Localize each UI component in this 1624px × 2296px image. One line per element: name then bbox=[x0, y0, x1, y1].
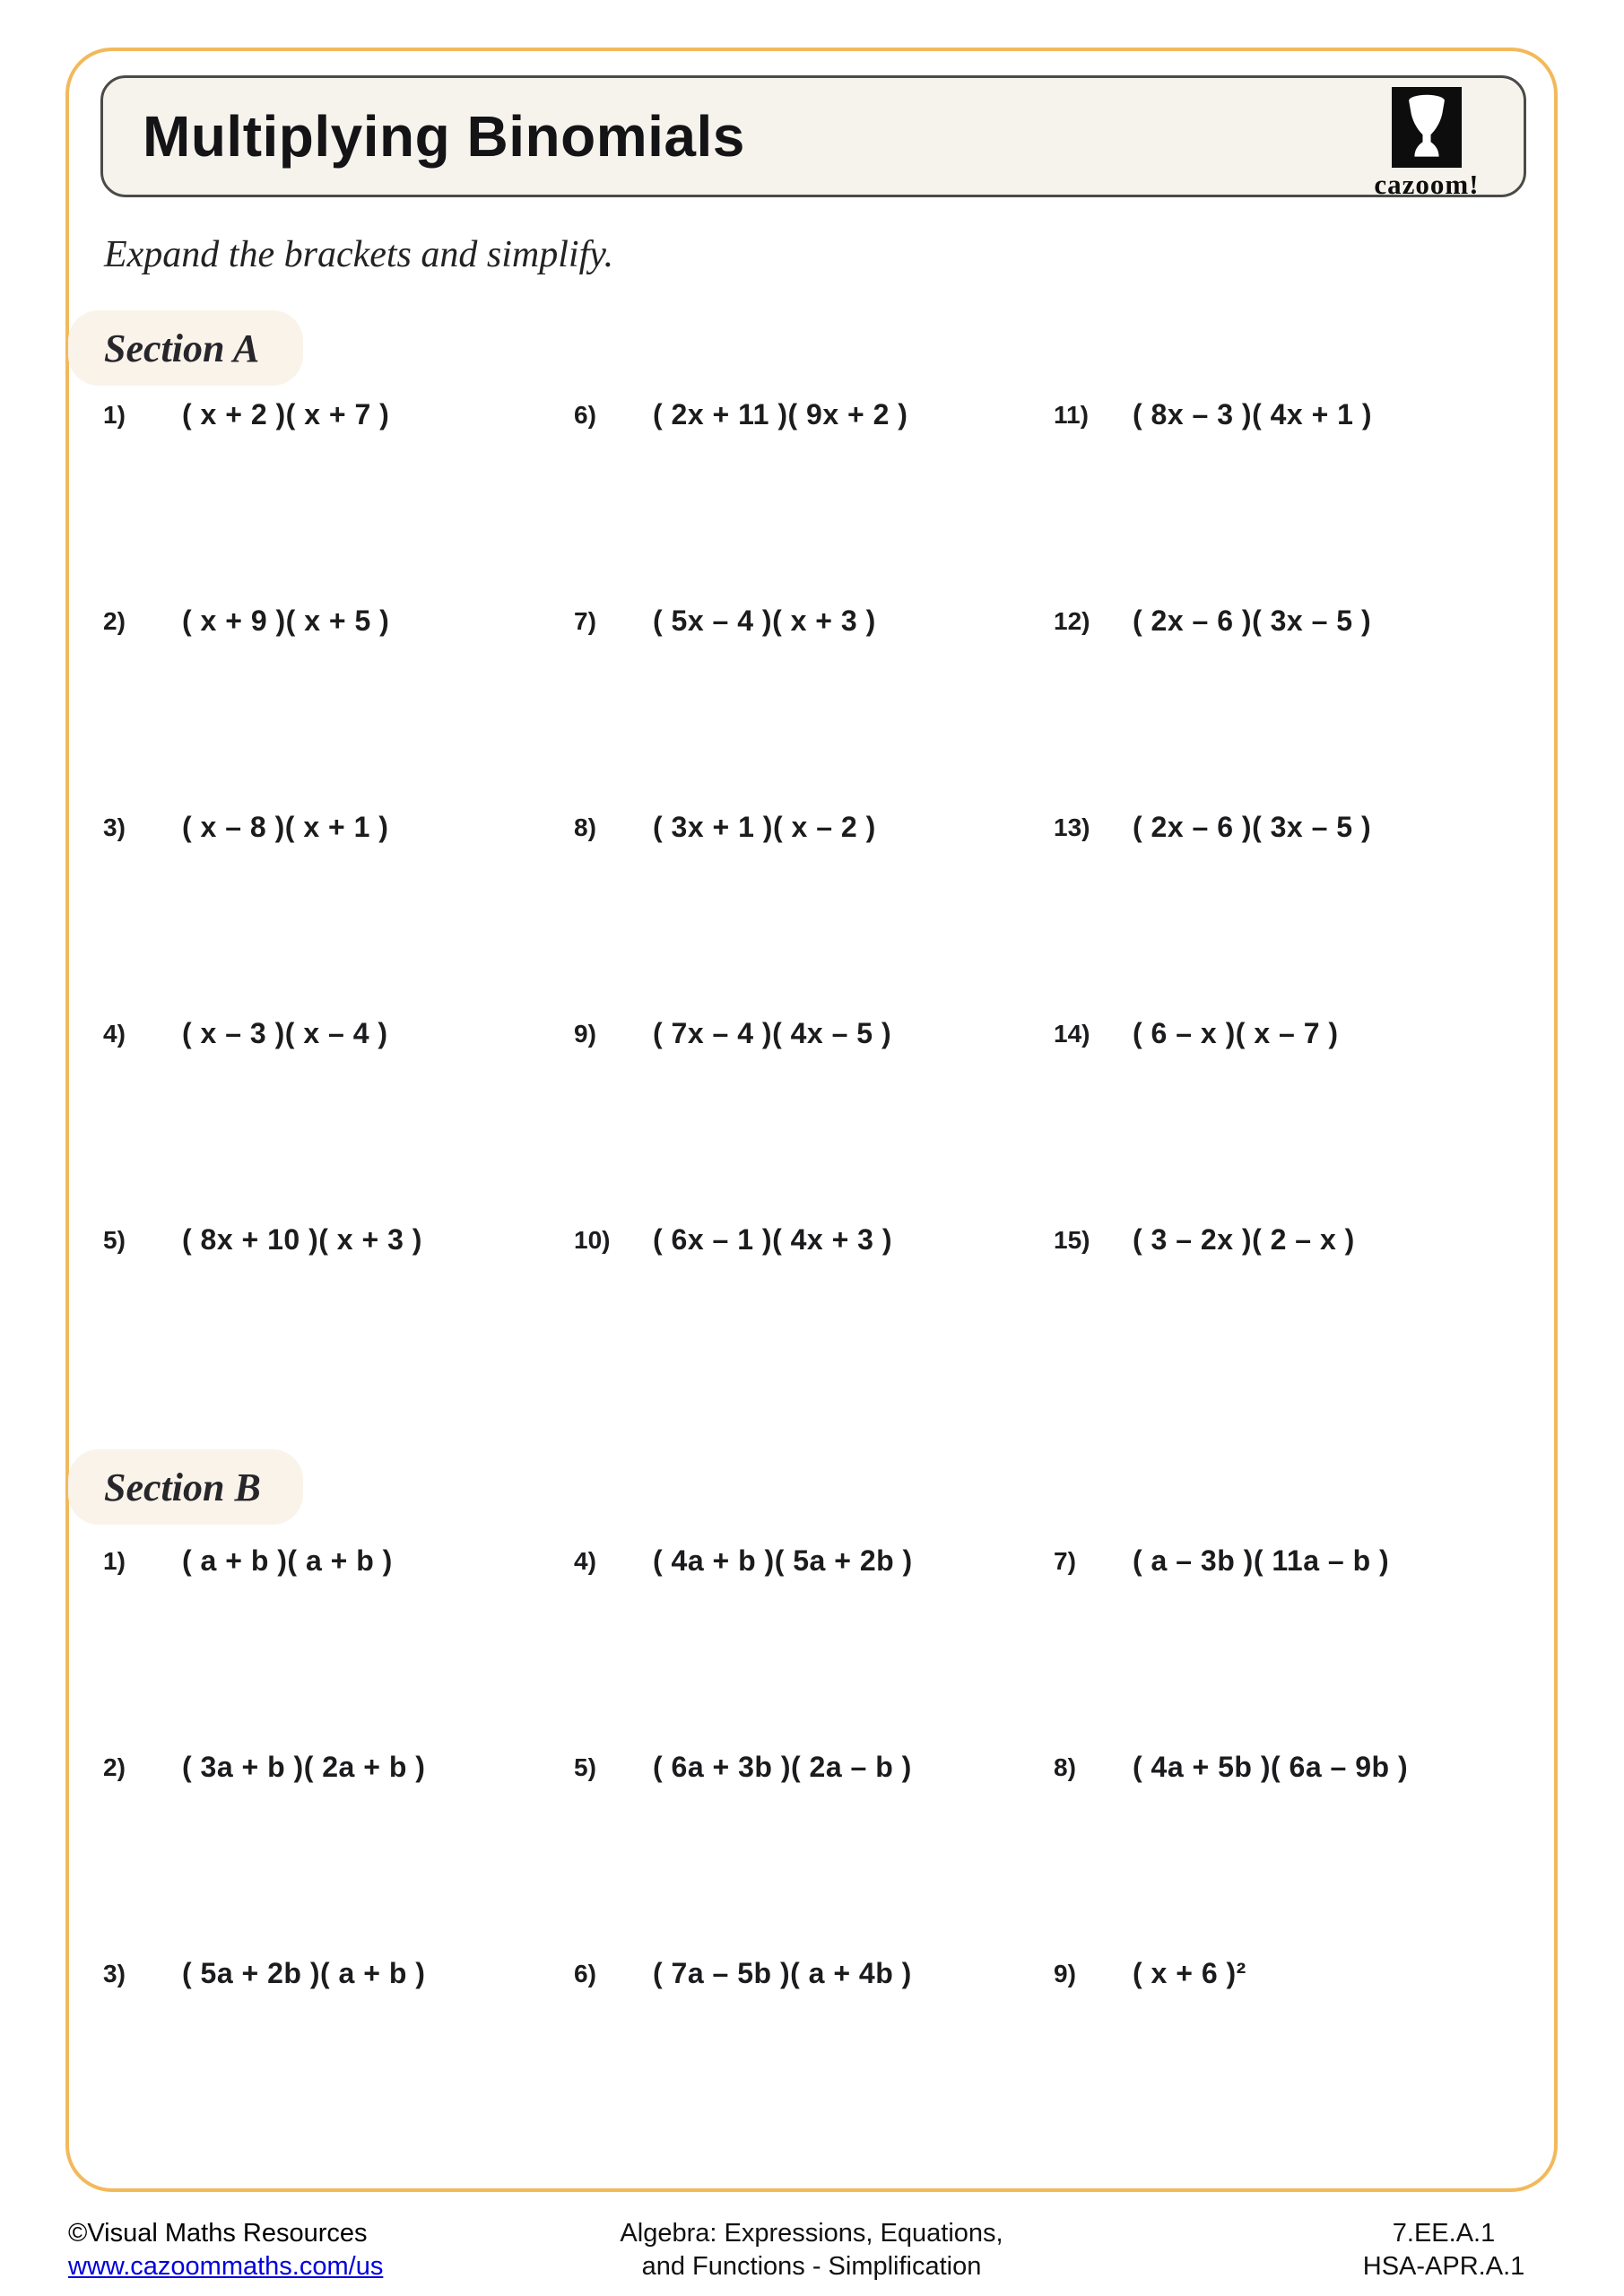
problem-expression: ( a – 3b )( 11a – b ) bbox=[1133, 1544, 1390, 1577]
problem-a13 bbox=[1054, 811, 1558, 1017]
problem-b8 bbox=[1054, 1751, 1558, 1957]
cazoom-brand-text: cazoom! bbox=[1374, 169, 1480, 200]
problem-expression: ( x + 9 )( x + 5 ) bbox=[182, 604, 390, 637]
problem-number: 5) bbox=[103, 1226, 126, 1254]
footer-subject-block bbox=[498, 2217, 1125, 2283]
problem-b5 bbox=[574, 1751, 1054, 1957]
problem-number: 5) bbox=[574, 1753, 596, 1781]
problem-number: 10) bbox=[574, 1226, 611, 1254]
problem-b4 bbox=[574, 1544, 1054, 1751]
problem-expression: ( a + b )( a + b ) bbox=[182, 1544, 393, 1577]
problem-expression: ( 4a + b )( 5a + 2b ) bbox=[653, 1544, 913, 1577]
problem-b9 bbox=[1054, 1957, 1558, 2163]
problem-b6 bbox=[574, 1957, 1054, 2163]
problem-expression: ( x + 6 )² bbox=[1133, 1957, 1246, 1989]
problem-b2 bbox=[103, 1751, 574, 1957]
problem-a11 bbox=[1054, 398, 1558, 604]
problem-number: 1) bbox=[103, 401, 126, 429]
problem-number: 6) bbox=[574, 401, 596, 429]
problem-expression: ( x + 2 )( x + 7 ) bbox=[182, 398, 390, 430]
problem-expression: ( 5a + 2b )( a + b ) bbox=[182, 1957, 426, 1989]
problem-number: 13) bbox=[1054, 813, 1090, 841]
problem-expression: ( 6 – x )( x – 7 ) bbox=[1133, 1017, 1339, 1049]
problem-a15 bbox=[1054, 1223, 1558, 1430]
problem-number: 4) bbox=[103, 1020, 126, 1048]
problem-number: 14) bbox=[1054, 1020, 1090, 1048]
problem-a6 bbox=[574, 398, 1054, 604]
problem-number: 11) bbox=[1054, 401, 1089, 429]
problem-b3 bbox=[103, 1957, 574, 2163]
subject-line-1: Algebra: Expressions, Equations, bbox=[620, 2219, 1003, 2248]
section-b-problems bbox=[103, 1544, 1558, 2163]
problem-a1 bbox=[103, 398, 574, 604]
problem-a14 bbox=[1054, 1017, 1558, 1223]
problem-expression: ( 6x – 1 )( 4x + 3 ) bbox=[653, 1223, 893, 1256]
problem-expression: ( 8x – 3 )( 4x + 1 ) bbox=[1133, 398, 1373, 430]
problem-expression: ( 4a + 5b )( 6a – 9b ) bbox=[1133, 1751, 1409, 1783]
problem-a4 bbox=[103, 1017, 574, 1223]
problem-a5 bbox=[103, 1223, 574, 1430]
problem-expression: ( 2x – 6 )( 3x – 5 ) bbox=[1133, 811, 1372, 843]
problem-a10 bbox=[574, 1223, 1054, 1430]
section-a-problems bbox=[103, 398, 1558, 1430]
problem-b1 bbox=[103, 1544, 574, 1751]
section-b-label: Section B bbox=[68, 1449, 303, 1525]
problem-number: 3) bbox=[103, 1960, 126, 1987]
problem-expression: ( 7x – 4 )( 4x – 5 ) bbox=[653, 1017, 892, 1049]
worksheet-instruction: Expand the brackets and simplify. bbox=[104, 234, 614, 275]
problem-a2 bbox=[103, 604, 574, 811]
problem-a12 bbox=[1054, 604, 1558, 811]
problem-number: 7) bbox=[574, 607, 596, 635]
problem-expression: ( 5x – 4 )( x + 3 ) bbox=[653, 604, 876, 637]
problem-number: 9) bbox=[1054, 1960, 1076, 1987]
problem-a7 bbox=[574, 604, 1054, 811]
problem-expression: ( 3a + b )( 2a + b ) bbox=[182, 1751, 426, 1783]
cazoom-logo bbox=[1355, 87, 1498, 201]
problem-number: 12) bbox=[1054, 607, 1090, 635]
worksheet-header bbox=[100, 75, 1526, 200]
problem-expression: ( 7a – 5b )( a + 4b ) bbox=[653, 1957, 912, 1989]
problem-number: 6) bbox=[574, 1960, 596, 1987]
problem-b7 bbox=[1054, 1544, 1558, 1751]
problem-expression: ( 6a + 3b )( 2a – b ) bbox=[653, 1751, 912, 1783]
problem-a8 bbox=[574, 811, 1054, 1017]
problem-number: 4) bbox=[574, 1547, 596, 1575]
problem-number: 8) bbox=[574, 813, 596, 841]
problem-number: 15) bbox=[1054, 1226, 1090, 1254]
problem-a9 bbox=[574, 1017, 1054, 1223]
standard-code-2: HSA-APR.A.1 bbox=[1362, 2252, 1525, 2281]
problem-number: 9) bbox=[574, 1020, 596, 1048]
problem-number: 3) bbox=[103, 813, 126, 841]
page-title: Multiplying Binomials bbox=[143, 104, 745, 169]
problem-number: 2) bbox=[103, 1753, 126, 1781]
problem-expression: ( x – 3 )( x – 4 ) bbox=[182, 1017, 388, 1049]
problem-number: 1) bbox=[103, 1547, 126, 1575]
footer-copyright-block bbox=[68, 2217, 383, 2283]
problem-expression: ( 8x + 10 )( x + 3 ) bbox=[182, 1223, 422, 1256]
website-link[interactable]: www.cazoommaths.com/us bbox=[68, 2252, 384, 2281]
problem-expression: ( 3x + 1 )( x – 2 ) bbox=[653, 811, 876, 843]
standard-code-1: 7.EE.A.1 bbox=[1392, 2219, 1496, 2248]
section-a-label: Section A bbox=[68, 310, 303, 386]
problem-expression: ( x – 8 )( x + 1 ) bbox=[182, 811, 389, 843]
problem-number: 2) bbox=[103, 607, 126, 635]
problem-expression: ( 2x – 6 )( 3x – 5 ) bbox=[1133, 604, 1372, 637]
djembe-drum-icon bbox=[1392, 87, 1462, 168]
problem-number: 7) bbox=[1054, 1547, 1076, 1575]
problem-expression: ( 2x + 11 )( 9x + 2 ) bbox=[653, 398, 908, 430]
footer-standards-block bbox=[1300, 2217, 1587, 2283]
copyright-text: ©Visual Maths Resources bbox=[68, 2219, 368, 2248]
problem-a3 bbox=[103, 811, 574, 1017]
problem-number: 8) bbox=[1054, 1753, 1076, 1781]
subject-line-2: and Functions - Simplification bbox=[641, 2252, 982, 2281]
problem-expression: ( 3 – 2x )( 2 – x ) bbox=[1133, 1223, 1355, 1256]
